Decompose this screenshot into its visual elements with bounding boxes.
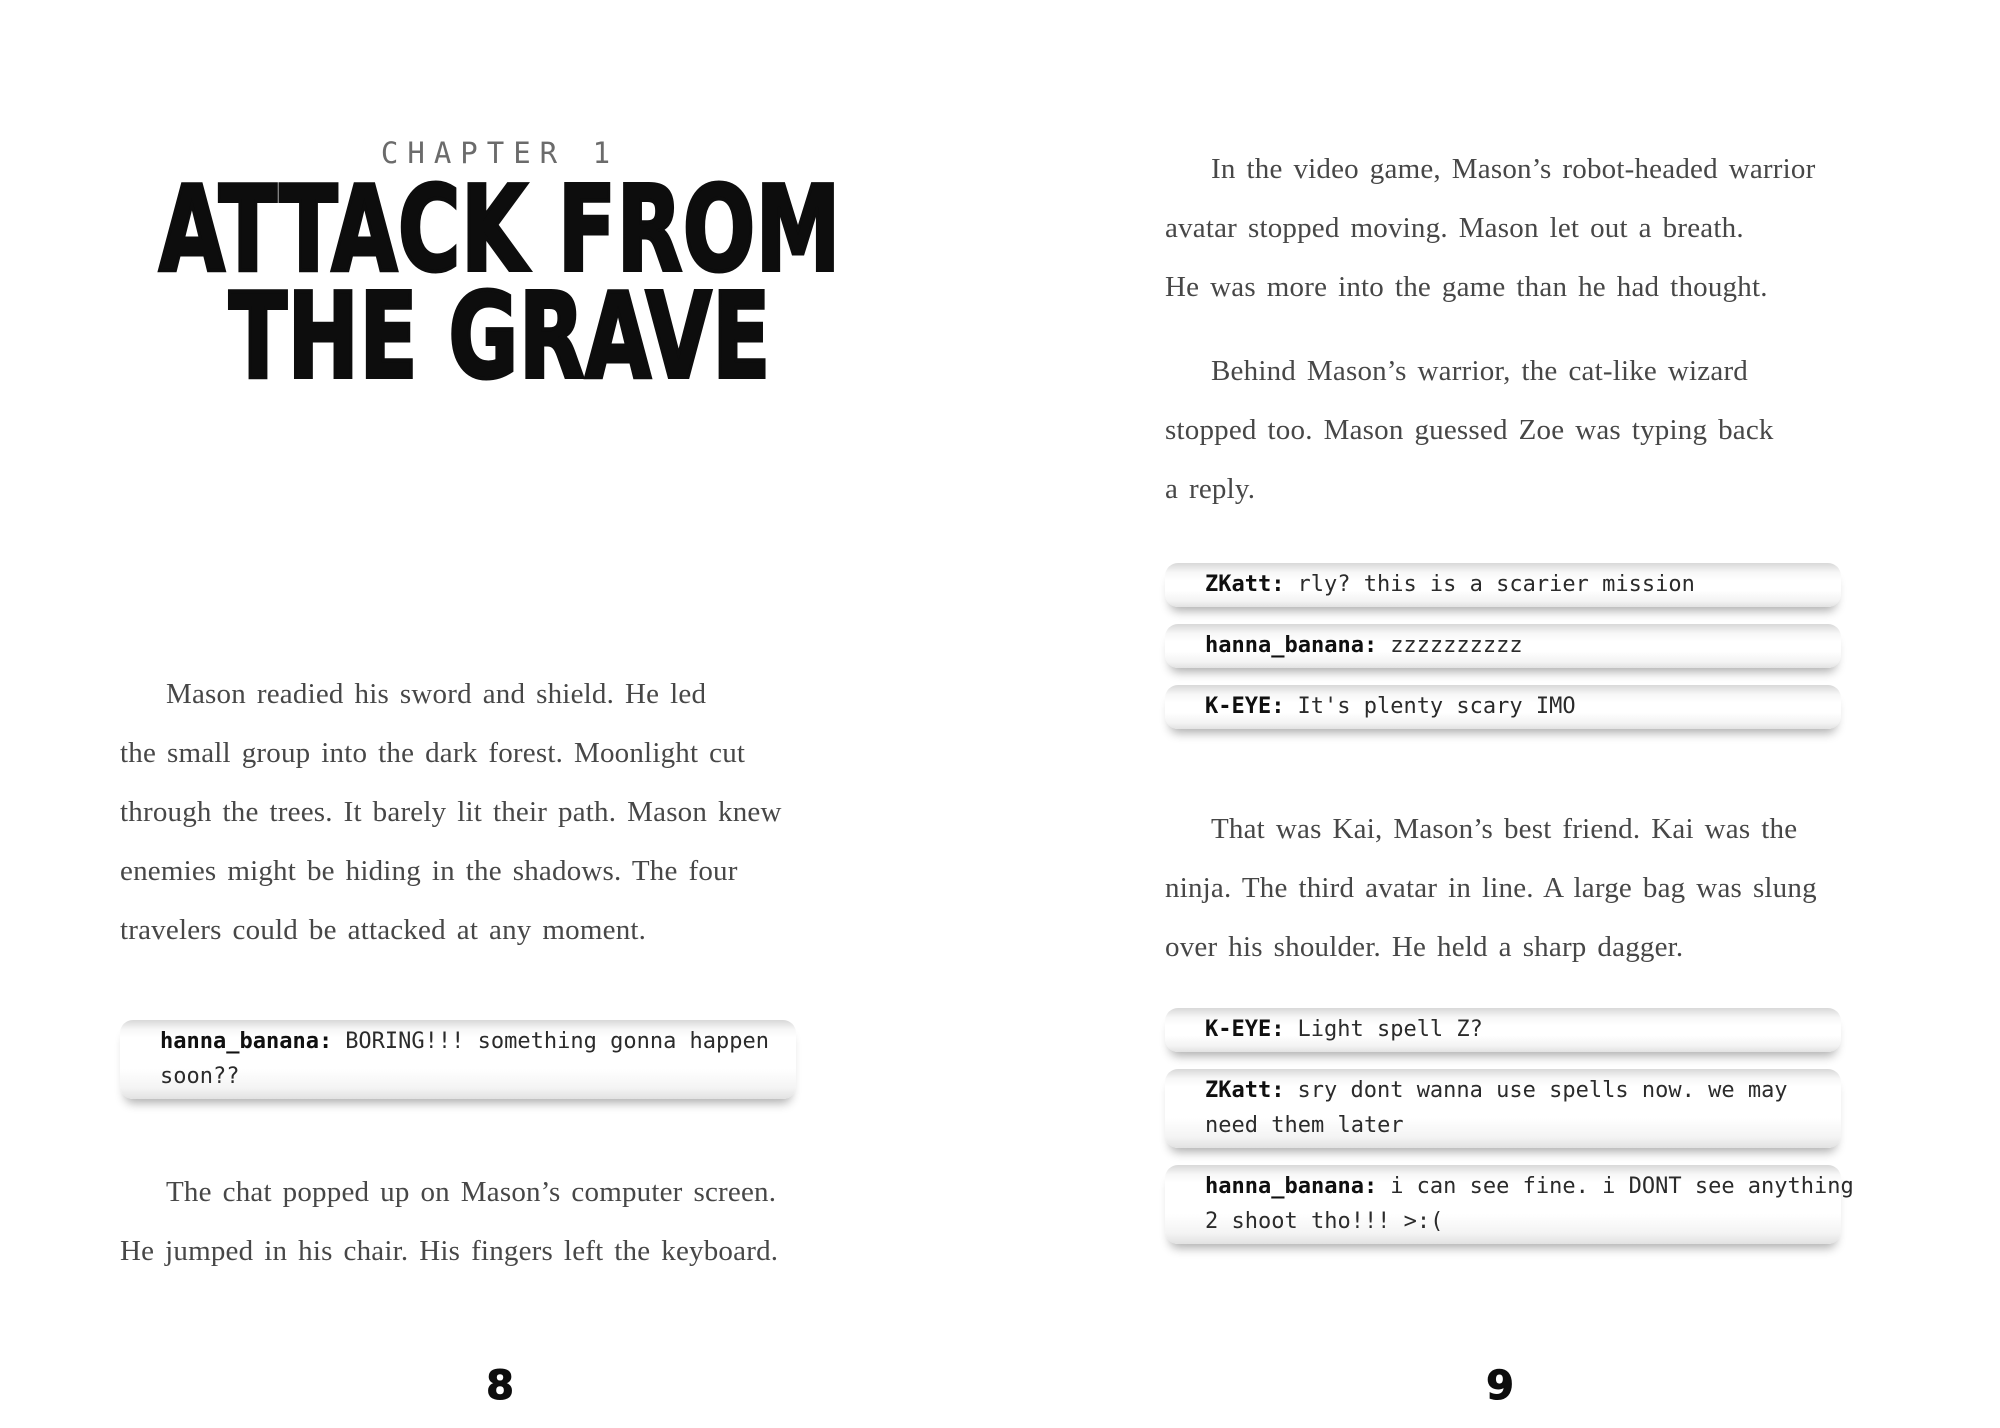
chat-text-continued: soon?? — [160, 1064, 240, 1089]
paragraph-line: Mason readied his sword and shield. He led — [166, 678, 707, 710]
chat-message — [120, 1020, 796, 1099]
paragraph-line: the small group into the dark forest. Moonlight cut — [120, 737, 746, 769]
paragraph-line: That was Kai, Mason’s best friend. Kai was the — [1211, 813, 1798, 845]
paragraph — [120, 1163, 862, 1281]
chat-username: K-EYE: — [1205, 1017, 1285, 1042]
paragraph-line: avatar stopped moving. Mason let out a breath. — [1165, 212, 1744, 244]
chat-username: ZKatt: — [1205, 1078, 1285, 1103]
chat-username: ZKatt: — [1205, 572, 1285, 597]
chat-message — [1165, 563, 1841, 607]
paragraph-line: over his shoulder. He held a sharp dagger. — [1165, 931, 1684, 963]
chat-text: i can see fine. i DONT see anything — [1390, 1174, 1854, 1199]
paragraph-line: Behind Mason’s warrior, the cat-like wizard — [1211, 355, 1749, 387]
paragraph-line: enemies might be hiding in the shadows. The four — [120, 855, 738, 887]
paragraph-line: stopped too. Mason guessed Zoe was typing back — [1165, 414, 1774, 446]
page-number-left: 8 — [486, 1363, 514, 1409]
chat-message — [1165, 1008, 1841, 1052]
chat-username: hanna_banana: — [1205, 1174, 1378, 1199]
chapter-title — [0, 160, 1000, 405]
chat-text: zzzzzzzzzz — [1390, 633, 1523, 658]
book-page-right — [1000, 0, 2000, 1428]
chat-log — [1165, 563, 1841, 729]
chat-text: Light spell Z? — [1297, 1017, 1483, 1042]
chat-text: BORING!!! something gonna happen — [345, 1029, 770, 1054]
chat-message — [1165, 624, 1841, 668]
paragraph — [1165, 140, 1907, 317]
paragraph — [120, 665, 862, 960]
chat-text-continued: 2 shoot tho!!! >:( — [1205, 1209, 1444, 1234]
paragraph-line: travelers could be attacked at any moment. — [120, 914, 647, 946]
chat-log — [1165, 1008, 1854, 1244]
paragraph — [1165, 342, 1907, 519]
paragraph-line: He jumped in his chair. His fingers left the keyboard. — [120, 1235, 779, 1267]
chapter-title-line-1: ATTACK FROM — [158, 160, 842, 298]
chat-message — [1165, 1165, 1854, 1244]
chapter-label: CHAPTER 1 — [380, 136, 620, 170]
chapter-title-line-2: THE GRAVE — [228, 267, 772, 405]
paragraph-line: through the trees. It barely lit their path. Mason knew — [120, 796, 782, 828]
chat-text-continued: need them later — [1205, 1113, 1404, 1138]
chat-text: rly? this is a scarier mission — [1297, 572, 1695, 597]
paragraph-line: ninja. The third avatar in line. A large bag was slung — [1165, 872, 1817, 904]
paragraph-line: The chat popped up on Mason’s computer screen. — [166, 1176, 777, 1208]
paragraph — [1165, 800, 1907, 977]
chat-log — [120, 1020, 796, 1099]
paragraph-line: He was more into the game than he had thought. — [1165, 271, 1768, 303]
chat-message — [1165, 1069, 1841, 1148]
chat-message — [1165, 685, 1841, 729]
chat-username: K-EYE: — [1205, 694, 1285, 719]
paragraph-line: In the video game, Mason’s robot-headed warrior — [1211, 153, 1816, 185]
chat-text: sry dont wanna use spells now. we may — [1297, 1078, 1788, 1103]
chat-username: hanna_banana: — [1205, 633, 1378, 658]
page-number-right: 9 — [1486, 1363, 1514, 1409]
paragraph-line: a reply. — [1165, 473, 1256, 505]
chat-text: It's plenty scary IMO — [1297, 694, 1576, 719]
chat-username: hanna_banana: — [160, 1029, 333, 1054]
